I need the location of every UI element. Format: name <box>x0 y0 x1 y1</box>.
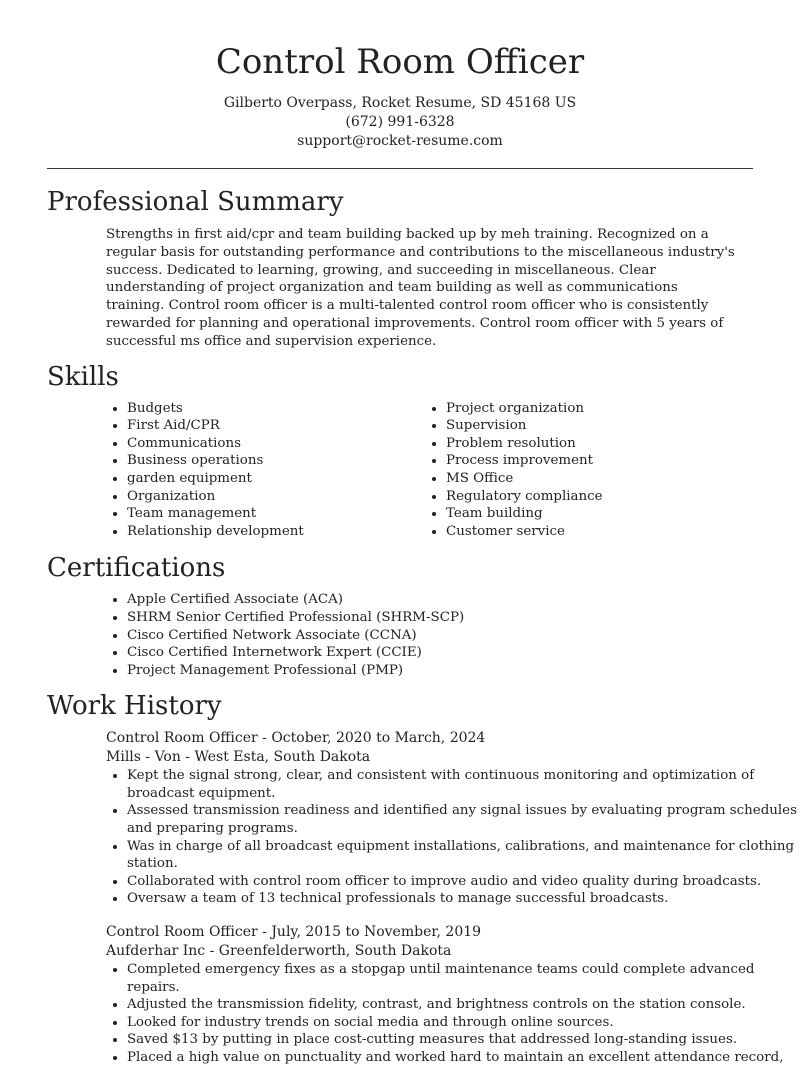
skill-item: • Budgets <box>127 400 446 418</box>
skill-item: • First Aid/CPR <box>127 417 446 435</box>
job-duties-list <box>0 767 800 908</box>
skill-item: • Relationship development <box>127 523 446 541</box>
job-header <box>106 729 800 767</box>
skills-list-left <box>0 400 446 541</box>
certification-item: • Project Management Professional (PMP) <box>127 662 800 680</box>
certification-item: • SHRM Senior Certified Professional (SHRM-SCP) <box>127 609 800 627</box>
job-duty-item: • Kept the signal strong, clear, and consistent with continuous monitoring and optimization of broadcast equipment. <box>127 767 800 802</box>
candidate-name: Control Room Officer <box>215 42 585 82</box>
skills-columns <box>0 400 800 541</box>
skill-item: • Regulatory compliance <box>446 488 603 506</box>
job-company-line <box>106 748 800 767</box>
job-entry <box>0 729 800 908</box>
job-location: - West Esta, South Dakota <box>180 749 371 766</box>
job-entry <box>0 923 800 1067</box>
job-location: - Greenfelderworth, South Dakota <box>205 943 452 960</box>
job-duty-item: • Collaborated with control room officer to improve audio and video quality during broadcasts. <box>127 873 800 891</box>
skill-item: • MS Office <box>446 470 603 488</box>
skill-item: • Team management <box>127 505 446 523</box>
certification-item: • Cisco Certified Network Associate (CCNA) <box>127 627 800 645</box>
skill-item: • garden equipment <box>127 470 446 488</box>
contact-email: support@rocket-resume.com <box>297 133 503 149</box>
job-duties-list <box>0 961 800 1067</box>
job-duty-item: • Placed a high value on punctuality and worked hard to maintain an excellent attendance record, <box>127 1049 800 1067</box>
contact-phone: (672) 991-6328 <box>345 114 455 130</box>
resume-header <box>0 0 800 151</box>
skill-item: • Supervision <box>446 417 603 435</box>
job-duty-item: • Was in charge of all broadcast equipment installations, calibrations, and maintenance for clothing station. <box>127 838 800 873</box>
skill-item: • Communications <box>127 435 446 453</box>
job-duty-item: • Adjusted the transmission fidelity, contrast, and brightness controls on the station console. <box>127 996 800 1014</box>
job-duty-item: • Looked for industry trends on social media and through online sources. <box>127 1014 800 1032</box>
skill-item: • Organization <box>127 488 446 506</box>
certification-item: • Cisco Certified Internetwork Expert (CCIE) <box>127 644 800 662</box>
skills-list-right <box>446 400 603 541</box>
contact-info <box>0 94 800 151</box>
skills-section <box>0 361 800 541</box>
contact-address: Gilberto Overpass, Rocket Resume, SD 45168 US <box>223 95 577 111</box>
summary-text: Strengths in first aid/cpr and team building backed up by meh training. Recognized on a regular basis for outstanding performance and contributions to the miscellaneous industry's success. Dedicated to learning, growing, and succeeding in miscellaneous. Clear understanding of project organization and team building as well as communications training. Control room officer is a multi-talented control room officer who is consistently rewarded for planning and operational improvements. Control room officer with 5 years of successful ms office and supervision experience. <box>106 227 735 349</box>
skill-item: • Customer service <box>446 523 603 541</box>
job-header <box>106 923 800 961</box>
summary-heading: Professional Summary <box>47 187 344 217</box>
job-title: Control Room Officer <box>106 730 258 747</box>
job-dates: - October, 2020 to March, 2024 <box>257 730 486 747</box>
skill-item: • Process improvement <box>446 452 603 470</box>
certifications-section <box>0 552 800 679</box>
job-company-line <box>106 942 800 961</box>
work-history-heading: Work History <box>47 691 222 722</box>
skill-item: • Team building <box>446 505 603 523</box>
job-duty-item: • Oversaw a team of 13 technical professionals to manage successful broadcasts. <box>127 890 800 908</box>
certifications-heading: Certifications <box>47 553 226 584</box>
job-title-line <box>106 923 800 942</box>
header-divider <box>47 168 753 169</box>
certifications-list <box>0 591 800 679</box>
skill-item: • Project organization <box>446 400 603 418</box>
work-history-section <box>0 690 800 1066</box>
job-title: Control Room Officer <box>106 924 258 941</box>
skill-item: • Business operations <box>127 452 446 470</box>
summary-section <box>0 186 800 351</box>
job-dates: - July, 2015 to November, 2019 <box>257 924 482 941</box>
job-company: Mills - Von <box>106 749 181 766</box>
skill-item: • Problem resolution <box>446 435 603 453</box>
job-duty-item: • Assessed transmission readiness and identified any signal issues by evaluating program schedules and preparing programs. <box>127 802 800 837</box>
job-title-line <box>106 729 800 748</box>
job-company: Aufderhar Inc <box>106 943 206 960</box>
skills-heading: Skills <box>47 361 119 392</box>
certification-item: • Apple Certified Associate (ACA) <box>127 591 800 609</box>
job-duty-item: • Saved $13 by putting in place cost-cutting measures that addressed long-standing issues. <box>127 1031 800 1049</box>
job-duty-item: • Completed emergency fixes as a stopgap until maintenance teams could complete advanced repairs. <box>127 961 800 996</box>
